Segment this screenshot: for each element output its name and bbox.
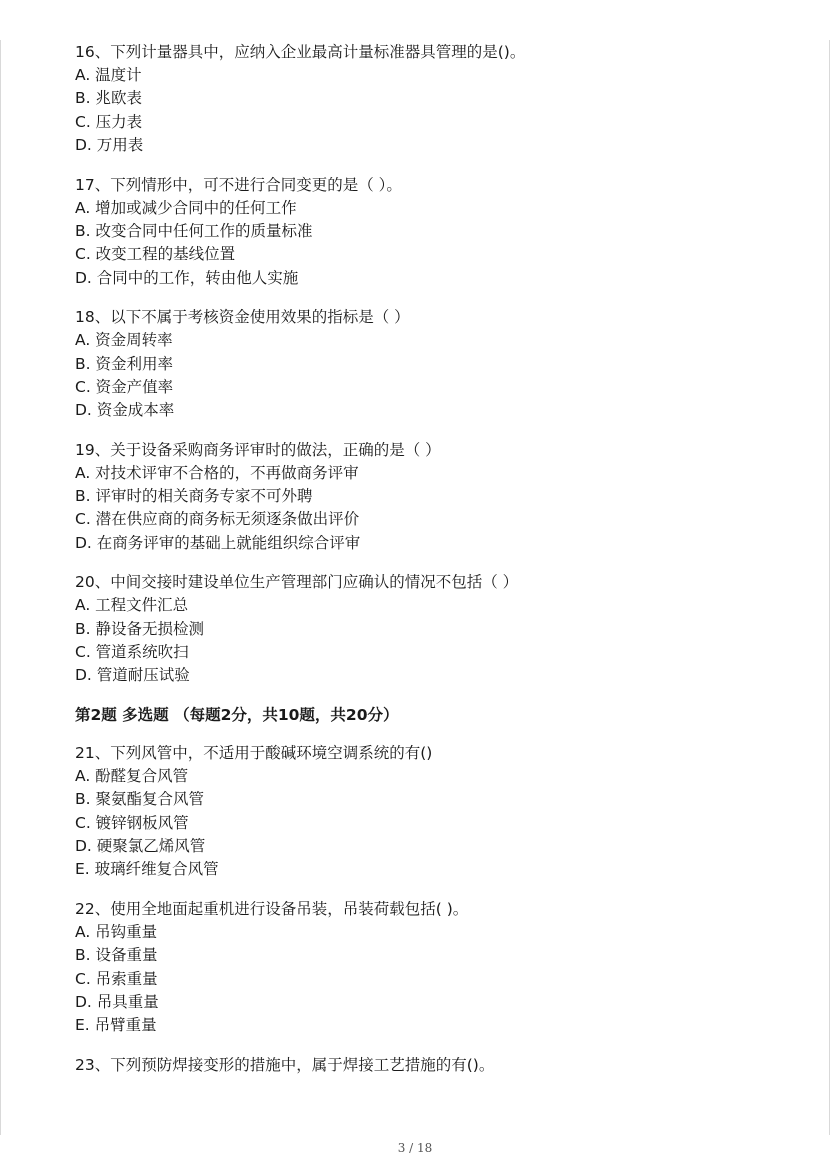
answer-option: E. 玻璃纤维复合风管 (75, 860, 219, 879)
answer-option: B. 评审时的相关商务专家不可外聘 (75, 487, 313, 506)
question-title: 18、以下不属于考核资金使用效果的指标是（ ） (75, 308, 410, 327)
question-block (75, 897, 795, 1038)
answer-option: D. 万用表 (75, 136, 144, 155)
question-title: 23、下列预防焊接变形的措施中，属于焊接工艺措施的有()。 (75, 1055, 495, 1074)
answer-option: D. 硬聚氯乙烯风管 (75, 836, 206, 855)
answer-option: D. 合同中的工作，转由他人实施 (75, 268, 299, 287)
answer-option: D. 吊具重量 (75, 992, 159, 1011)
page-number: 3 / 18 (397, 1141, 433, 1155)
answer-option: C. 吊索重量 (75, 969, 158, 988)
answer-option: D. 管道耐压试验 (75, 666, 190, 685)
answer-option: C. 管道系统吹扫 (75, 643, 189, 662)
answer-option: B. 聚氨酯复合风管 (75, 790, 204, 809)
answer-option: C. 改变工程的基线位置 (75, 245, 236, 264)
multiple-choice-questions (75, 741, 795, 1077)
question-block (75, 305, 795, 423)
question-block (75, 570, 795, 688)
question-block (75, 438, 795, 556)
answer-option: A. 温度计 (75, 66, 142, 84)
answer-option: A. 吊钩重量 (75, 922, 158, 941)
question-block (75, 173, 795, 291)
question-block (75, 741, 795, 882)
answer-option: B. 设备重量 (75, 946, 158, 965)
answer-option: A. 对技术评审不合格的，不再做商务评审 (75, 463, 359, 482)
question-title: 19、关于设备采购商务评审时的做法，正确的是（ ） (75, 440, 441, 459)
answer-option: B. 资金利用率 (75, 354, 173, 373)
answer-option: B. 兆欧表 (75, 89, 142, 108)
page-border-left (0, 40, 1, 1135)
question-title: 21、下列风管中，不适用于酸碱环境空调系统的有() (75, 743, 433, 762)
answer-option: B. 静设备无损检测 (75, 619, 204, 638)
answer-option: E. 吊臂重量 (75, 1016, 157, 1035)
question-block (75, 40, 795, 158)
answer-option: A. 资金周转率 (75, 331, 173, 350)
question-title: 20、中间交接时建设单位生产管理部门应确认的情况不包括（ ） (75, 573, 519, 592)
answer-option: C. 资金产值率 (75, 377, 174, 396)
answer-option: D. 资金成本率 (75, 401, 175, 420)
answer-option: A. 工程文件汇总 (75, 596, 189, 615)
section-heading: 第2题 多选题 （每题2分，共10题，共20分） (75, 705, 399, 724)
answer-option: C. 潜在供应商的商务标无须逐条做出评价 (75, 510, 360, 529)
answer-option: A. 增加或减少合同中的任何工作 (75, 198, 297, 217)
question-title: 22、使用全地面起重机进行设备吊装，吊装荷载包括( )。 (75, 899, 469, 918)
answer-option: C. 镀锌钢板风管 (75, 813, 189, 832)
question-block (75, 1053, 795, 1077)
question-title: 17、下列情形中，可不进行合同变更的是（ ）。 (75, 175, 402, 194)
question-title: 16、下列计量器具中，应纳入企业最高计量标准器具管理的是()。 (75, 43, 526, 61)
single-choice-questions (75, 40, 795, 688)
document-content (75, 40, 795, 1092)
answer-option: C. 压力表 (75, 112, 143, 131)
answer-option: B. 改变合同中任何工作的质量标准 (75, 221, 313, 240)
answer-option: D. 在商务评审的基础上就能组织综合评审 (75, 533, 361, 552)
answer-option: A. 酚醛复合风管 (75, 766, 189, 785)
